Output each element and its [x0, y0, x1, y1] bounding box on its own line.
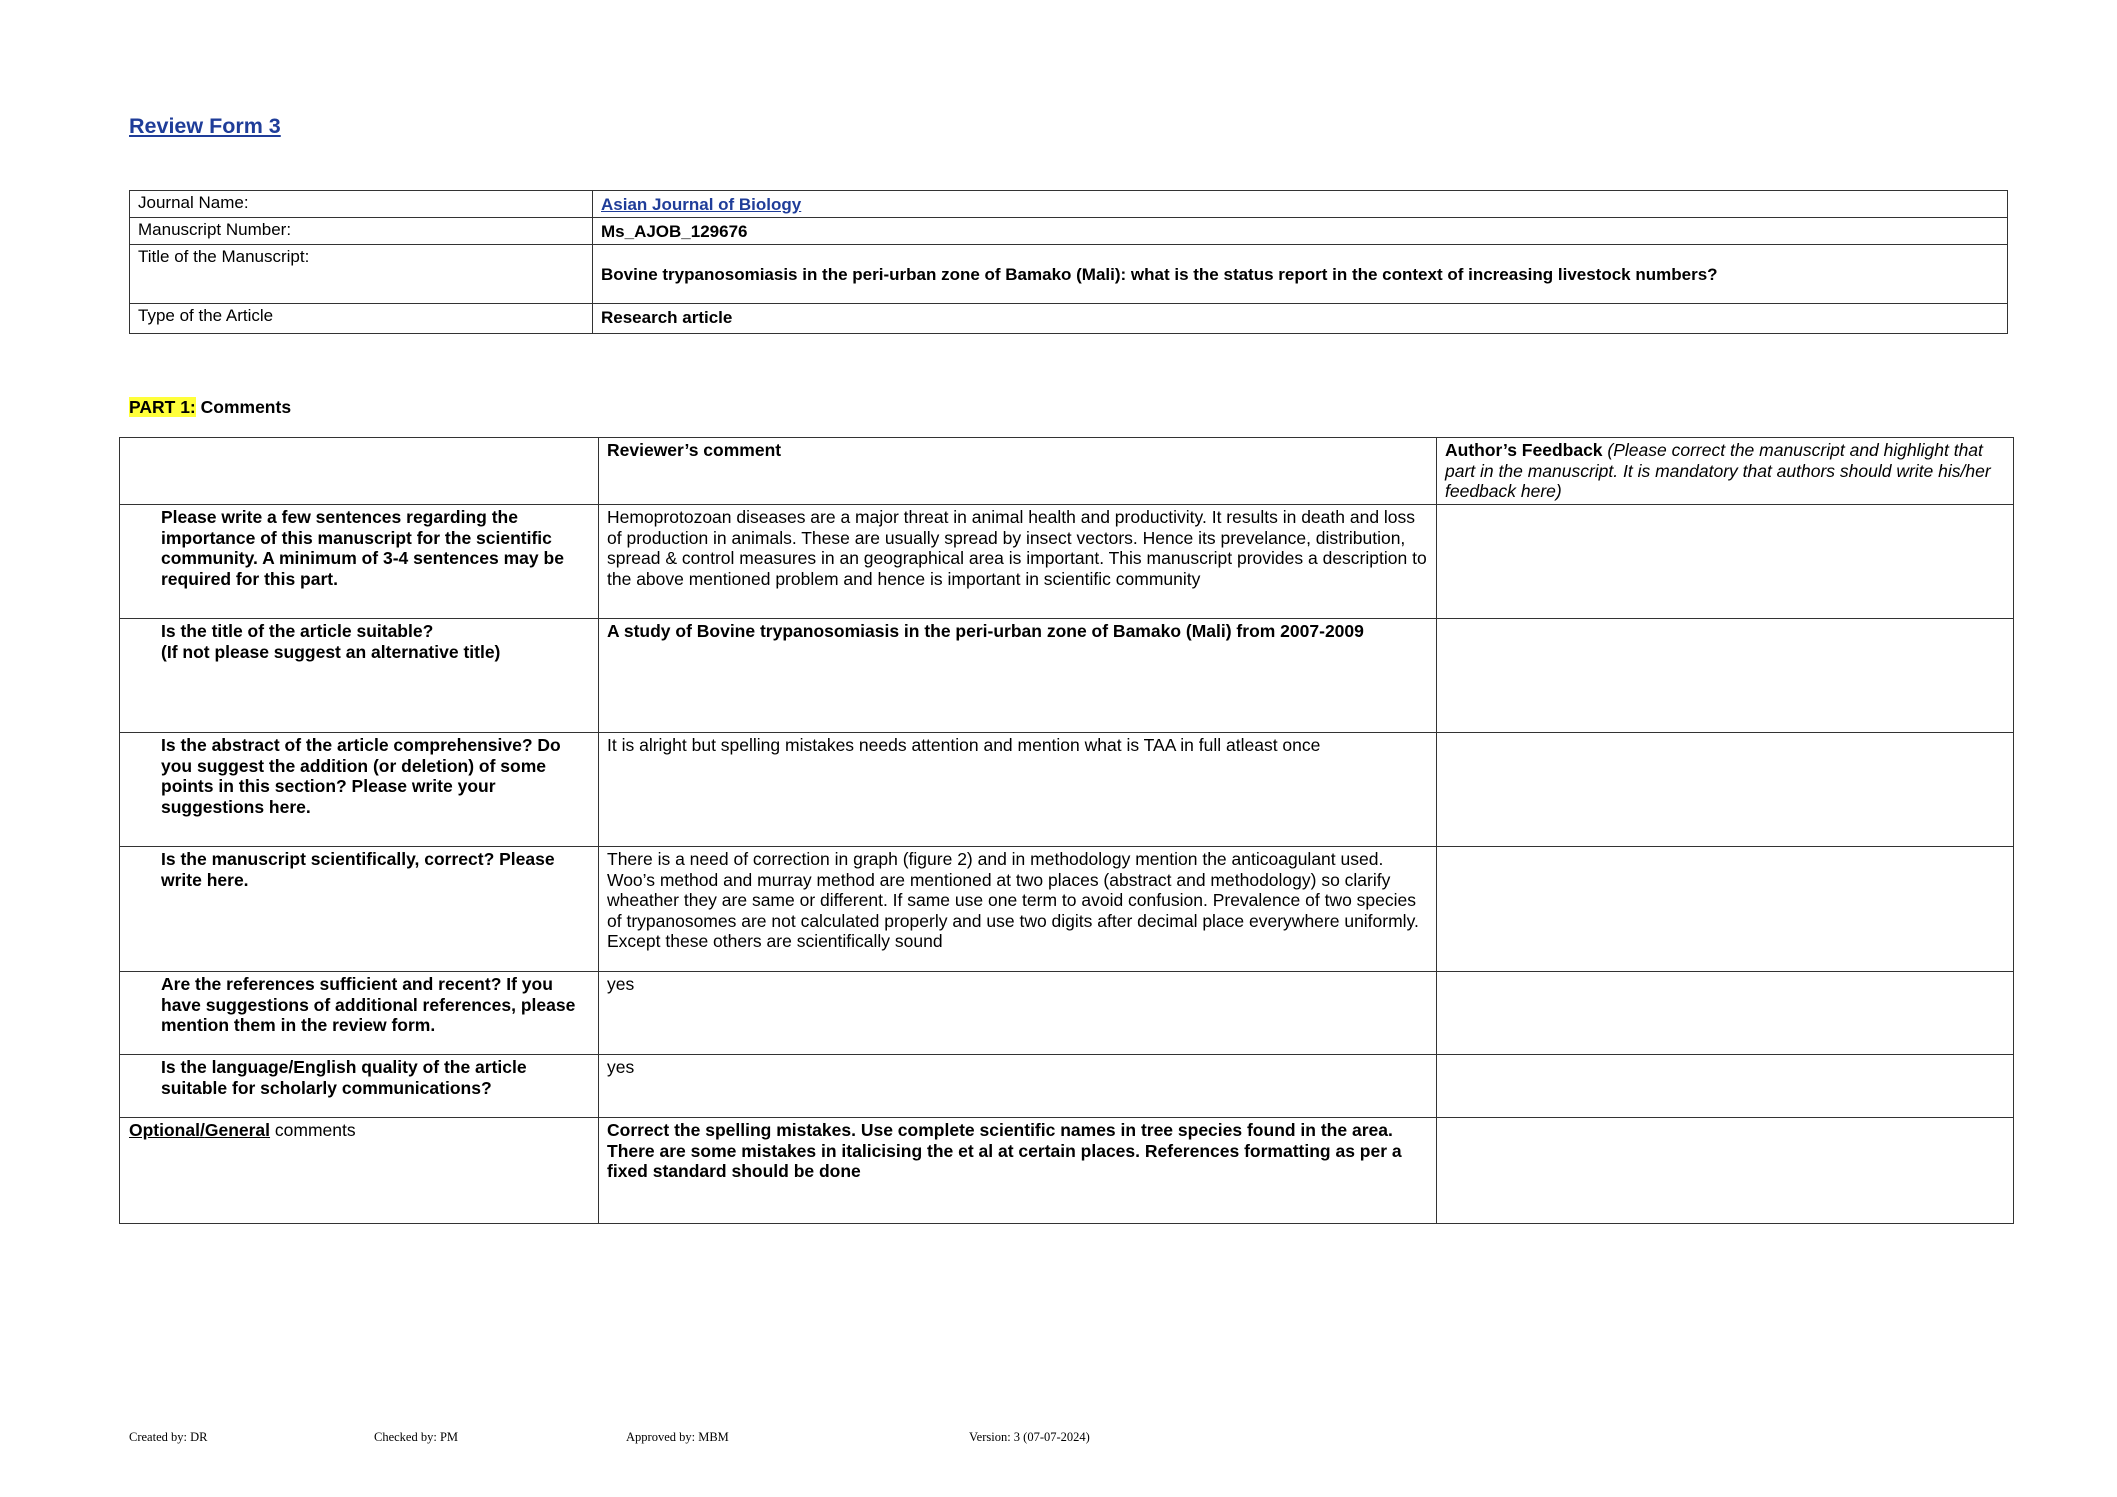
- general-label: General: [204, 1119, 271, 1140]
- manuscript-number-value: Ms_AJOB_129676: [593, 218, 2008, 245]
- part-label: PART 1:: [129, 397, 196, 417]
- optional-comment-cell: Correct the spelling mistakes. Use complete scientific names in tree species found in the area. There are some mistakes in italicising the et al at certain places. References formatting as per a fixed standard should be done: [599, 1117, 1437, 1223]
- reviewer-comment-header: Reviewer’s comment: [599, 438, 1437, 505]
- checked-by: Checked by: PM: [374, 1430, 459, 1444]
- approved-by: Approved by: MBM: [626, 1430, 729, 1444]
- form-title: Review Form 3: [129, 114, 281, 138]
- table-row: [120, 618, 2014, 732]
- optional-comments-row: [120, 1117, 2014, 1223]
- comments-table: [119, 437, 2014, 1224]
- table-row: [120, 732, 2014, 846]
- reviewer-comment-cell: A study of Bovine trypanosomiasis in the peri-urban zone of Bamako (Mali) from 2007-2009: [599, 618, 1437, 732]
- manuscript-number-label: Manuscript Number:: [130, 218, 593, 245]
- table-row: [120, 971, 2014, 1054]
- author-feedback-cell[interactable]: [1437, 504, 2014, 618]
- part-title: Comments: [195, 397, 292, 417]
- optional-feedback-cell[interactable]: [1437, 1117, 2014, 1223]
- question-cell: Is the title of the article suitable? (If not please suggest an alternative title): [120, 618, 599, 732]
- journal-name-label: Journal Name:: [130, 191, 593, 218]
- author-feedback-header: [1437, 438, 2014, 505]
- author-feedback-cell[interactable]: [1437, 732, 2014, 846]
- version: Version: 3 (07-07-2024): [969, 1430, 1090, 1444]
- author-feedback-cell[interactable]: [1437, 971, 2014, 1054]
- optional-label-separator: /: [199, 1119, 205, 1140]
- created-by: Created by: DR: [129, 1430, 208, 1444]
- question-cell: Is the manuscript scientifically, correct? Please write here.: [120, 846, 599, 971]
- journal-name-link[interactable]: Asian Journal of Biology: [601, 195, 802, 214]
- question-cell: Please write a few sentences regarding the importance of this manuscript for the scientific community. A minimum of 3-4 sentences may be required for this part.: [120, 504, 599, 618]
- author-feedback-cell[interactable]: [1437, 846, 2014, 971]
- manuscript-number-row: [130, 218, 2008, 245]
- question-cell: Are the references sufficient and recent? If you have suggestions of additional references, please mention them in the review form.: [120, 971, 599, 1054]
- optional-comments-label: [120, 1117, 599, 1223]
- header-blank: [120, 438, 599, 505]
- journal-name-cell: [593, 191, 2008, 218]
- table-row: [120, 504, 2014, 618]
- article-type-value: Research article: [593, 304, 2008, 334]
- author-feedback-cell[interactable]: [1437, 618, 2014, 732]
- author-feedback-title: Author’s Feedback: [1445, 440, 1603, 460]
- part-heading: [129, 397, 291, 418]
- reviewer-comment-cell: Hemoprotozoan diseases are a major threat in animal health and productivity. It results in death and loss of production in animals. These are usually spread by insect vectors. Hence its prevelance, distribution, spread & control measures in an geographical area is important. This manuscript provides a description to the above mentioned problem and hence is important in scientific community: [599, 504, 1437, 618]
- article-type-label: Type of the Article: [130, 304, 593, 334]
- manuscript-title-value: Bovine trypanosomiasis in the peri-urban zone of Bamako (Mali): what is the status report in the context of increasing livestock numbers?: [593, 245, 2008, 304]
- comments-label: comments: [270, 1119, 356, 1140]
- question-cell: Is the abstract of the article comprehensive? Do you suggest the addition (or deletion) of some points in this section? Please write your suggestions here.: [120, 732, 599, 846]
- question-cell: Is the language/English quality of the article suitable for scholarly communications?: [120, 1054, 599, 1117]
- article-type-row: [130, 304, 2008, 334]
- manuscript-title-label: Title of the Manuscript:: [130, 245, 593, 304]
- table-row: [120, 846, 2014, 971]
- reviewer-comment-cell: There is a need of correction in graph (figure 2) and in methodology mention the anticoagulant used. Woo’s method and murray method are mentioned at two places (abstract and methodology) so clarify wheather they are same or different. If same use one term to avoid confusion. Prevalence of two species of trypanosomes are not calculated properly and use two digits after decimal place everywhere uniformly. Except these others are scientifically sound: [599, 846, 1437, 971]
- optional-label: Optional: [129, 1119, 200, 1140]
- author-feedback-note: (Please correct the manuscript and highlight that part in the manuscript. It is mandatory that authors should write his/her feedback here): [1445, 440, 1991, 502]
- manuscript-info-table: [129, 190, 2008, 334]
- reviewer-comment-cell: yes: [599, 1054, 1437, 1117]
- table-row: [120, 1054, 2014, 1117]
- reviewer-comment-cell: yes: [599, 971, 1437, 1054]
- comments-header-row: [120, 438, 2014, 505]
- author-feedback-cell[interactable]: [1437, 1054, 2014, 1117]
- page-footer: [0, 1430, 2117, 1450]
- manuscript-title-row: [130, 245, 2008, 304]
- reviewer-comment-cell: It is alright but spelling mistakes needs attention and mention what is TAA in full atleast once: [599, 732, 1437, 846]
- journal-name-row: [130, 191, 2008, 218]
